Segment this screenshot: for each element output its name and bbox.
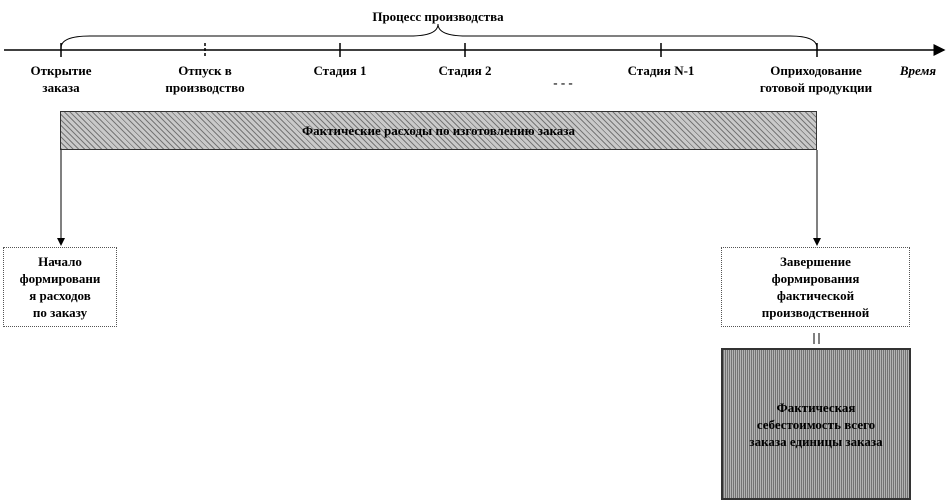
actual-cost-box: Фактическая себестоимость всего заказа единицы заказа bbox=[721, 348, 911, 500]
stage-label-ellipsis: - - - bbox=[553, 75, 573, 90]
stage-label-1: Стадия 1 bbox=[313, 63, 367, 78]
process-title: Процесс производства bbox=[372, 9, 504, 24]
stage-label-release: Отпуск в производство bbox=[165, 63, 245, 95]
process-brace bbox=[61, 24, 817, 48]
start-costs-box: Начало формировани я расходов по заказу bbox=[3, 247, 117, 327]
actual-costs-bar-label: Фактические расходы по изготовлению заказа bbox=[301, 122, 576, 138]
stage-label-finish: Оприходование готовой продукции bbox=[759, 63, 873, 95]
end-costs-box: Завершение формирования фактической производственной bbox=[721, 247, 910, 327]
actual-costs-bar bbox=[60, 111, 817, 150]
stage-label-open: Открытие заказа bbox=[30, 63, 92, 95]
axis-label-time: Время bbox=[899, 63, 937, 78]
stage-label-n-1: Стадия N-1 bbox=[627, 63, 695, 78]
stage-label-2: Стадия 2 bbox=[438, 63, 492, 78]
